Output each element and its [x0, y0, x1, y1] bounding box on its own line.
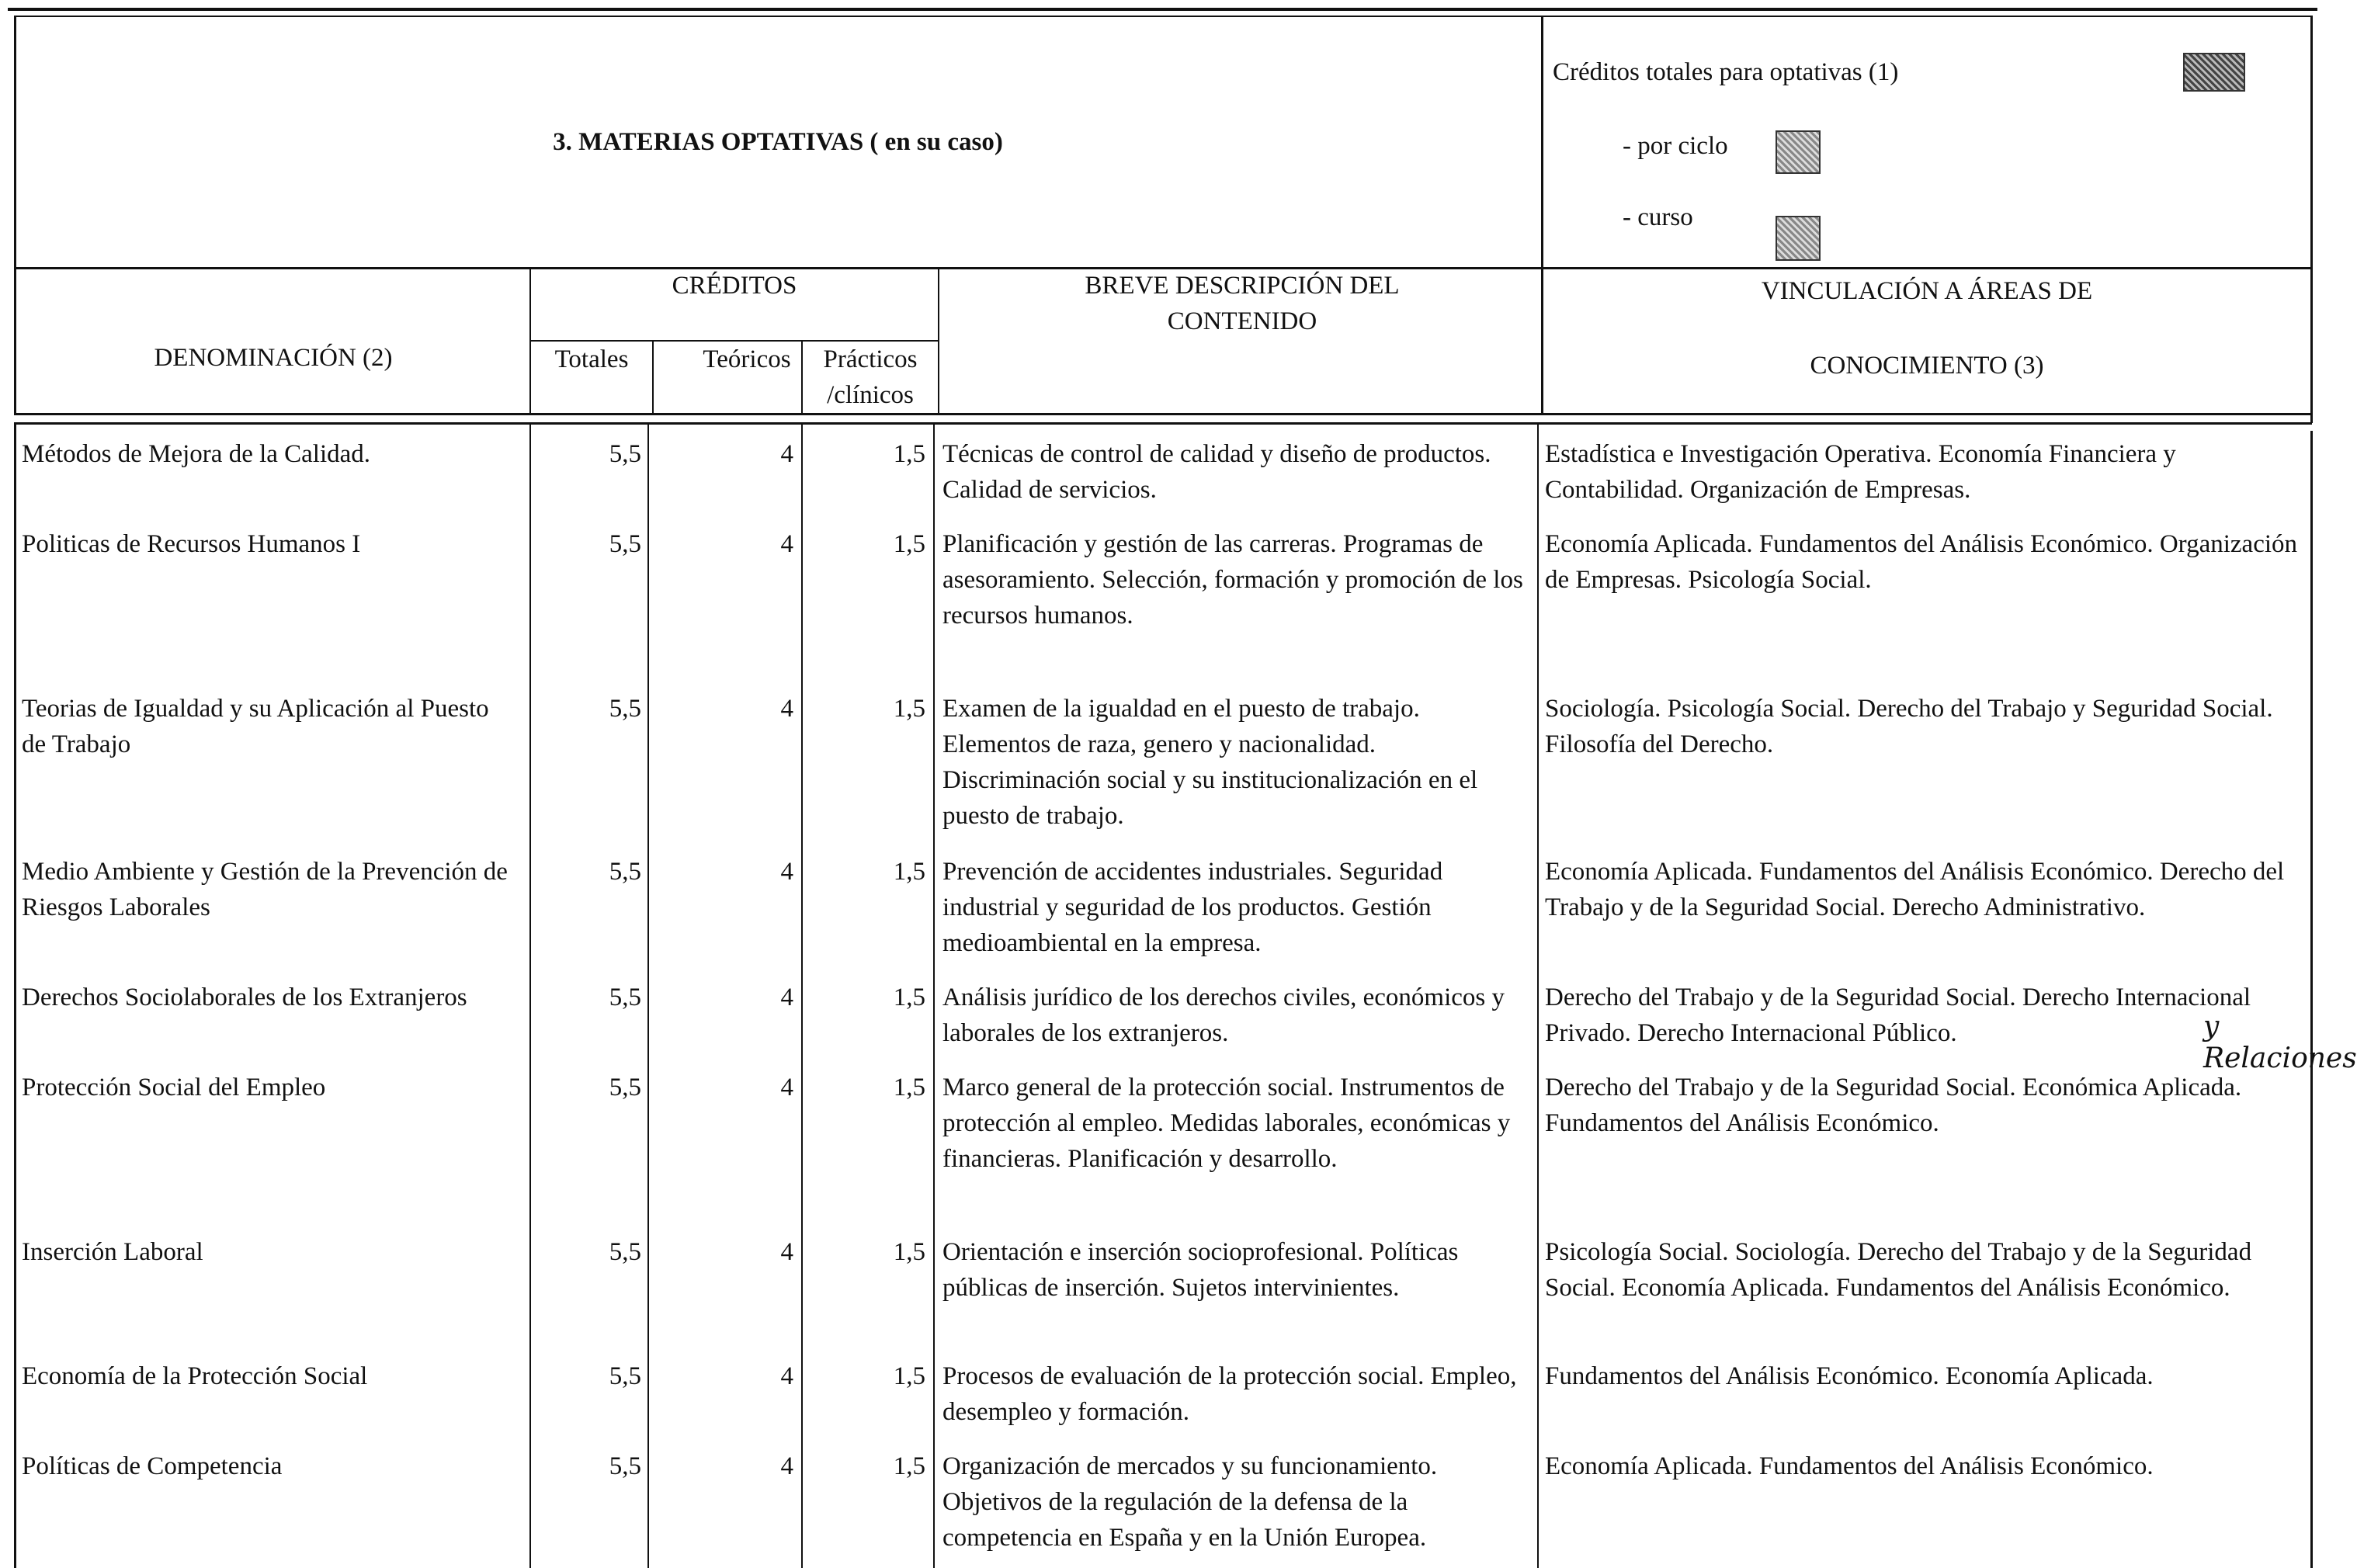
row-teoricos: 4: [780, 695, 793, 723]
row-areas: Derecho del Trabajo y de la Seguridad Social. Económica Aplicada. Fundamentos del Análisis Económico.: [1545, 1074, 2242, 1137]
col-teoricos: Teóricos: [703, 345, 791, 373]
row-descripcion: Planificación y gestión de las carreras. Programas de asesoramiento. Selección, formación y promoción de los recursos humanos.: [942, 530, 1523, 630]
rule-body-left: [14, 422, 16, 1568]
rule-top: [8, 8, 2317, 11]
col-denominacion: DENOMINACIÓN (2): [154, 344, 393, 372]
curso-label: - curso: [1623, 203, 1693, 231]
row-practicos: 1,5: [893, 1362, 925, 1390]
row-totales: 5,5: [609, 983, 641, 1011]
row-teoricos: 4: [780, 1452, 793, 1480]
row-name: Protección Social del Empleo: [22, 1074, 326, 1101]
row-areas: Sociología. Psicología Social. Derecho del Trabajo y Seguridad Social. Filosofía del Derecho.: [1545, 695, 2273, 758]
row-name: Inserción Laboral: [22, 1238, 203, 1266]
row-areas: Economía Aplicada. Fundamentos del Análisis Económico. Derecho del Trabajo y de la Seguridad Social. Derecho Administrativo.: [1545, 858, 2285, 921]
rule-body-c2: [647, 422, 649, 1568]
row-descripcion: Marco general de la protección social. Instrumentos de protección al empleo. Medidas laborales, económicas y financieras. Planificación y desarrollo.: [942, 1074, 1511, 1173]
row-teoricos: 4: [780, 1074, 793, 1101]
rule-body-c5: [1537, 422, 1539, 1568]
row-teoricos: 4: [780, 530, 793, 558]
row-descripcion: Técnicas de control de calidad y diseño de productos. Calidad de servicios.: [942, 440, 1491, 504]
creditos-totales-box: [2183, 53, 2245, 92]
curso-box: [1776, 216, 1821, 261]
row-name: Políticas de Competencia: [22, 1452, 283, 1480]
row-totales: 5,5: [609, 695, 641, 723]
row-areas: Derecho del Trabajo y de la Seguridad Social. Derecho Internacional Privado. Derecho Internacional Público.: [1545, 983, 2251, 1047]
row-totales: 5,5: [609, 1452, 641, 1480]
row-areas: Estadística e Investigación Operativa. Economía Financiera y Contabilidad. Organización de Empresas.: [1545, 440, 2176, 504]
row-descripcion: Organización de mercados y su funcionamiento. Objetivos de la regulación de la defensa de la competencia en España y en la Unión Europea.: [942, 1452, 1438, 1552]
rule-body-c1: [529, 422, 531, 1568]
por-ciclo-label: - por ciclo: [1623, 132, 1728, 160]
row-practicos: 1,5: [893, 1074, 925, 1101]
rule-top-inner: [14, 16, 2312, 17]
row-totales: 5,5: [609, 530, 641, 558]
row-descripcion: Prevención de accidentes industriales. Seguridad industrial y seguridad de los productos. Gestión medioambiental en la empresa.: [942, 858, 1443, 957]
rule-header-end: [14, 413, 2312, 415]
rule-body-c3: [801, 422, 803, 1568]
row-totales: 5,5: [609, 1238, 641, 1266]
row-totales: 5,5: [609, 1074, 641, 1101]
row-name: Derechos Sociolaborales de los Extranjeros: [22, 983, 467, 1011]
row-practicos: 1,5: [893, 858, 925, 886]
row-name: Politicas de Recursos Humanos I: [22, 530, 361, 558]
rule-body-c4: [933, 422, 935, 1568]
row-name: Métodos de Mejora de la Calidad.: [22, 440, 371, 468]
row-descripcion: Procesos de evaluación de la protección social. Empleo, desempleo y formación.: [942, 1362, 1517, 1426]
row-teoricos: 4: [780, 1238, 793, 1266]
rule-creditos-right: [938, 267, 939, 415]
col-conocimiento: CONOCIMIENTO (3): [1810, 352, 2044, 380]
row-practicos: 1,5: [893, 440, 925, 468]
creditos-totales-label: Créditos totales para optativas (1): [1553, 58, 1899, 86]
row-descripcion: Análisis jurídico de los derechos civiles, económicos y laborales de los extranjeros.: [942, 983, 1505, 1047]
col-practicos: Prácticos /clínicos: [823, 345, 918, 409]
row-areas: Fundamentos del Análisis Económico. Economía Aplicada.: [1545, 1362, 2154, 1390]
rule-body-top: [14, 422, 2312, 425]
col-vinculacion: VINCULACIÓN A ÁREAS DE: [1761, 277, 2093, 305]
row-practicos: 1,5: [893, 530, 925, 558]
col-totales: Totales: [554, 345, 629, 373]
row-teoricos: 4: [780, 440, 793, 468]
row-practicos: 1,5: [893, 1452, 925, 1480]
row-practicos: 1,5: [893, 983, 925, 1011]
row-totales: 5,5: [609, 440, 641, 468]
row-totales: 5,5: [609, 1362, 641, 1390]
row-practicos: 1,5: [893, 1238, 925, 1266]
col-creditos: CRÉDITOS: [672, 272, 797, 300]
row-areas: Economía Aplicada. Fundamentos del Análisis Económico.: [1545, 1452, 2154, 1480]
row-areas: Psicología Social. Sociología. Derecho del Trabajo y de la Seguridad Social. Economía Aplicada. Fundamentos del Análisis Económico.: [1545, 1238, 2252, 1302]
col-descripcion: BREVE DESCRIPCIÓN DEL CONTENIDO: [1085, 272, 1400, 335]
row-teoricos: 4: [780, 858, 793, 886]
section-title: 3. MATERIAS OPTATIVAS ( en su caso): [553, 128, 1003, 156]
handwritten-note: y Relaciones: [2203, 1011, 2357, 1074]
row-descripcion: Examen de la igualdad en el puesto de trabajo. Elementos de raza, genero y nacionalidad. Discriminación social y su institucionalización en el puesto de trabajo.: [942, 695, 1478, 830]
row-name: Teorias de Igualdad y su Aplicación al Puesto de Trabajo: [22, 695, 489, 758]
row-name: Economía de la Protección Social: [22, 1362, 368, 1390]
rule-right: [2310, 16, 2313, 423]
row-name: Medio Ambiente y Gestión de la Prevención de Riesgos Laborales: [22, 858, 508, 921]
row-areas: Economía Aplicada. Fundamentos del Análisis Económico. Organización de Empresas. Psicología Social.: [1545, 530, 2298, 594]
row-totales: 5,5: [609, 858, 641, 886]
rule-left: [14, 16, 16, 415]
row-teoricos: 4: [780, 983, 793, 1011]
rule-body-right: [2310, 431, 2313, 1568]
por-ciclo-box: [1776, 130, 1821, 174]
row-practicos: 1,5: [893, 695, 925, 723]
row-teoricos: 4: [780, 1362, 793, 1390]
row-descripcion: Orientación e inserción socioprofesional. Políticas públicas de inserción. Sujetos intervinientes.: [942, 1238, 1459, 1302]
